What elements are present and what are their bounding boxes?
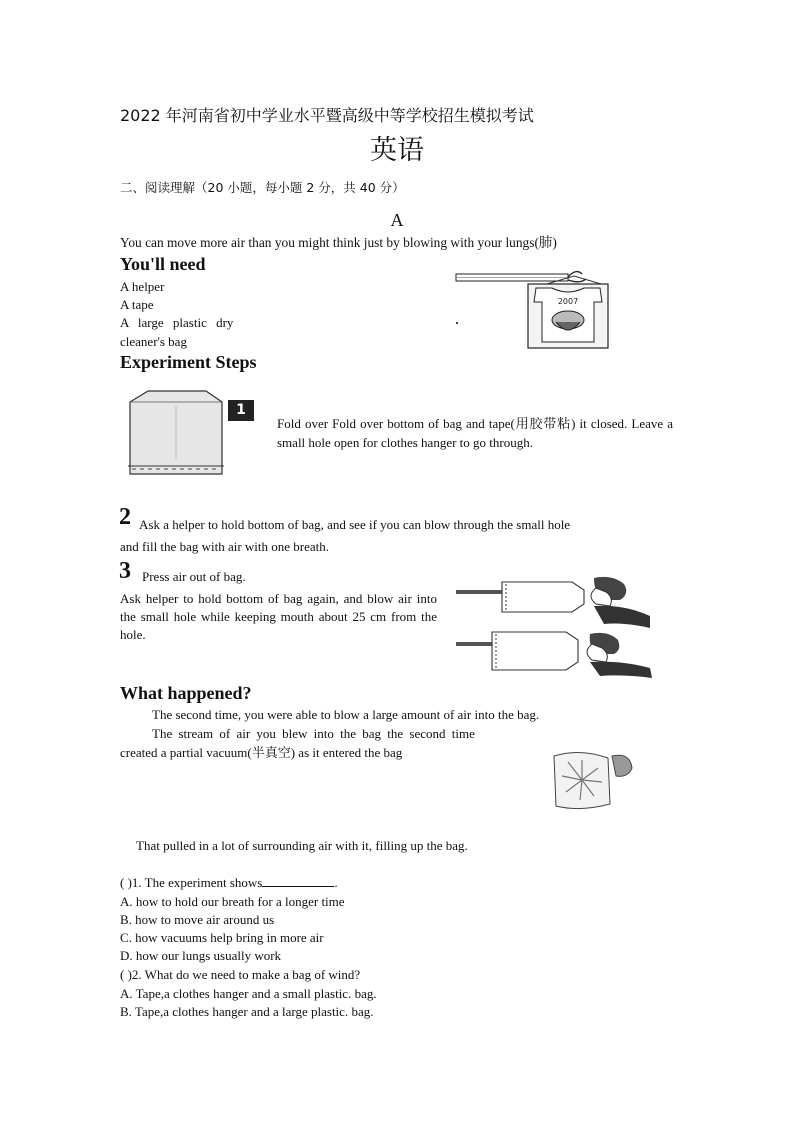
happened-heading: What happened? [120, 683, 252, 703]
happened-line2: The stream of air you blew into the bag the second time [152, 726, 475, 741]
happened-line1: The second time, you were able to blow a large amount of air into the bag. [152, 707, 540, 722]
need-item: A large plastic dry [120, 315, 234, 330]
question-1-option: A. how to hold our breath for a longer time [120, 894, 345, 909]
step3-text: Ask helper to hold bottom of bag again, and blow air into the small hole while keeping mouth about 25 cm from the hole. [120, 591, 437, 642]
question-1-stem [120, 874, 338, 892]
folded-bag-illustration [122, 388, 258, 480]
answer-blank [262, 874, 334, 887]
question-1-option: C. how vacuums help bring in more air [120, 930, 324, 945]
step3-first: Press air out of bag. [142, 569, 246, 584]
steps-heading: Experiment Steps [120, 352, 257, 372]
question-2-option: B. Tape,a clothes hanger and a large plastic. bag. [120, 1004, 374, 1019]
passage-label: A [390, 210, 404, 230]
step1-text: Fold over Fold over bottom of bag and tape(用胶带粘) it closed. Leave a small hole open for clothes hanger to go through. [277, 416, 673, 450]
happened-line4: That pulled in a lot of surrounding air with it, filling up the bag. [136, 838, 468, 853]
step1-badge: 1 [236, 402, 246, 418]
exam-title: 2022 年河南省初中学业水平暨高级中等学校招生模拟考试 [120, 106, 534, 125]
step3-number: 3 [119, 558, 131, 584]
question-1-option: B. how to move air around us [120, 912, 275, 927]
passage-intro: You can move more air than you might think just by blowing with your lungs(肺) [120, 235, 557, 250]
need-item: cleaner's bag [120, 334, 187, 349]
hanger-tshirt-illustration [452, 262, 624, 352]
subject-title: 英语 [370, 135, 424, 166]
need-heading: You'll need [120, 254, 206, 274]
dot-mark [456, 322, 458, 324]
inflated-bag-illustration [550, 748, 636, 812]
step2-line1: Ask a helper to hold bottom of bag, and see if you can blow through the small hole [139, 517, 571, 532]
need-item: A helper [120, 279, 165, 294]
section-heading: 二、阅读理解（20 小题，每小题 2 分，共 40 分） [120, 180, 405, 195]
question-1-option: D. how our lungs usually work [120, 948, 282, 963]
step2-line2: and fill the bag with air with one breath. [120, 539, 330, 554]
tshirt-print: 2007 [557, 297, 579, 306]
question-2-stem: ( )2. What do we need to make a bag of wind? [120, 967, 361, 982]
happened-line3: created a partial vacuum(半真空) as it entered the bag [120, 745, 403, 760]
step2-number: 2 [119, 504, 131, 530]
question-2-option: A. Tape,a clothes hanger and a small plastic. bag. [120, 986, 377, 1001]
question-1-suffix: . [334, 875, 338, 890]
need-item: A tape [120, 297, 154, 312]
question-1-prefix: ( )1. The experiment shows [120, 875, 263, 890]
blowing-bags-illustration [454, 576, 664, 680]
